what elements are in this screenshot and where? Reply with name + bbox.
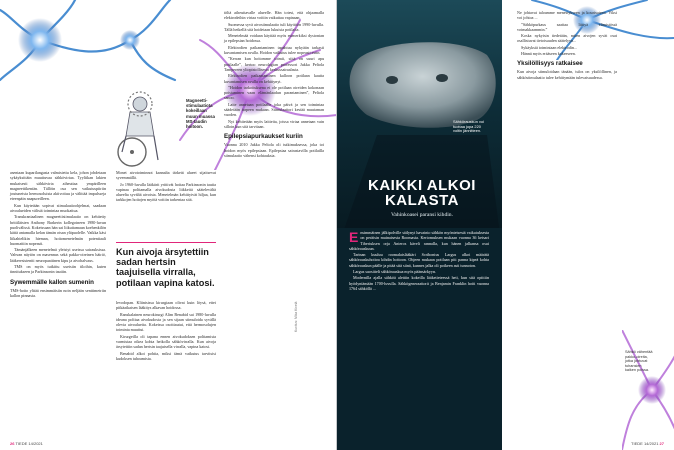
caption-line: stimulaatiota bbox=[186, 103, 213, 109]
caption-line: kokeillaan bbox=[186, 108, 207, 114]
corner-caption bbox=[625, 350, 671, 373]
paragraph: Tarinan kuuluu roomalaislääkäri Scribonius Largus alkoi määrätä sähkörauskuhoitoa kihdin hoitoon. Ohjeen mukaan potilaan piti panna kipeä kohta sähkörauskun päälle ja pitää sitä siinä, kunnes jalka oli poikeen asti tunnoton. bbox=[349, 252, 489, 268]
paragraph: TMS-hoito ylttää ensimmäisiin noin neljään senttimetriin kallon pinnasta. bbox=[10, 287, 106, 298]
paragraph: Ranskalainen neurokirurgi Alim Benabid sai 1980-luvulla ideana polttaa aivokudosta ja sen sijaan stimuloida syvällä olevia aivoalueita. Kokeissa osoittautui, että hermosolujen toiminta muuttui. bbox=[116, 311, 216, 333]
caption-line: voltin jännitteen. bbox=[453, 128, 482, 134]
paragraph: Transkraniaalinen magneettistimulaatio on kehitetty brittiläisten Anthony Barkerin kollegoineen 1980-luvun puolivälissä. Kokeissaan hän sai liikuttamaan koehenkilön kättä antamalla kelan tämän otsan yläpuolelle. Vaikka käsi liikahtelikin hieman, hoitomenetelmän potentiaali huomattiin nopeasti. bbox=[10, 214, 106, 246]
page-number: 26 bbox=[10, 441, 15, 446]
pull-quote: Kun aivoja ärsytettiin sadan hertsin taajuisella virralla, potilaan vapina katosi. bbox=[116, 242, 216, 288]
issue-number: 14/2021 bbox=[643, 441, 659, 446]
caption-line: MS-taudin bbox=[186, 118, 207, 124]
caption-line: kaiken poissa. bbox=[625, 368, 650, 373]
magazine-name: TIEDE bbox=[15, 441, 28, 446]
paragraph: Vuonna 2010 Jukka Peltola oli tutkimuksessa, joka toi hoidon myös epilepsiaan. Epilepsiaa sairastavilla potilailla stimulaatio vähensi kohtauksia. bbox=[224, 142, 324, 158]
article-column-right bbox=[517, 10, 617, 81]
paragraph: ”Sähköpurkaus saattaa liittyä elimistössä voimakkaammin.” bbox=[517, 21, 617, 32]
paragraph: TMS on myös tutkittu useisiin tiloihin, kuten tinnitukseen ja Parkinsonin tautiin. bbox=[10, 264, 106, 275]
paragraph: Laite annetaan potilaalle joka päivä ja sen toimintaa säädetään tarpeen mukaan. Stimulaattori kestää muutaman vuoden. bbox=[224, 101, 324, 118]
paragraph: Kun aivoja stimuloidaan tänään, tulos on yksilöllinen, ja sähköstimulaatio tulee kehittymään tulevaisuudessa. bbox=[517, 69, 617, 80]
neuron-illustration-bottom bbox=[622, 330, 674, 450]
caption-line: Sähkörauskun voi bbox=[453, 119, 484, 124]
paragraph: ”Hoidon tarkoituksena ei ole potilaan oireiden kokonaan poistaminen vaan elämänlaadun parantaminen”, Peltola sanoo. bbox=[224, 84, 324, 101]
article-column-1 bbox=[10, 170, 106, 299]
paragraph: Modernilla ajalla sähköä alettiin kokeilla lääketieteessä heti, kun sitä opittiin hyödyntämään 1700-luvulla. Sähkögeneraattorit ja Benjamin Franklin hoiti vuonna 1764 sähköllä ... bbox=[349, 275, 489, 291]
paragraph: töltä aiheuttavalle alueelle. Hän totesi, että ohjaamalla elektrodeihin virtaa voitiin vaikuttaa vapinaan. bbox=[224, 10, 324, 21]
caption-line: Sähkö vähentää bbox=[625, 350, 653, 354]
issue-number: 14/2021 bbox=[28, 441, 43, 446]
photo-caption bbox=[453, 120, 499, 134]
article-column-2 bbox=[116, 170, 216, 204]
paragraph: Sykäyksiä toimintaan elektrodin... bbox=[521, 44, 578, 50]
paragraph: Suomessa syvä aivostimulaatio tuli käyttöön 1990-luvulla. Tällä hetkellä sitä hoidetaan lukuisia potilaita. bbox=[224, 21, 324, 32]
section-heading: Epilepsiapurkaukset kuriin bbox=[224, 133, 303, 141]
article-column-3 bbox=[224, 10, 324, 159]
paragraph: Elektrodien paikantaminen kalloon potilaan kautta kuvantamisen avulla on kehittynyt. bbox=[224, 73, 324, 84]
patient-illustration bbox=[100, 90, 180, 170]
paragraph: Tämänjälkeen menetelmä yleistyi useissa sairauksissa. Vahvan näytön on masennus sekä pakko-oireinen häiriö, lääkeresistentti neuropaattinen kipu ja aivohalvaus. bbox=[10, 247, 106, 263]
magazine-name: TIEDE bbox=[631, 441, 643, 446]
section-heading: Sywemmälle kallon sumenin bbox=[10, 278, 94, 286]
paragraph: levodopan. Kliinisissa kirurgiaan olivat kuin löysä, ettei pitkäaikaisen lääkitys alkavan hoidossa. bbox=[116, 300, 216, 311]
paragraph: Kirurgeilla oli tapana ennen aivokudoksen polttamista varmistaa oikea kohta heikolla sähkövirralla. Kun aivoja ärsytettiin sadan hertsin taajuisella virralla, vapina katosi. bbox=[116, 333, 216, 350]
paragraph: Koska nykyisin tiedetään, miten aivojen syvät osat osallistuvat tietoisuuden säätelyyn... bbox=[517, 33, 617, 44]
caption-line: Magneetti- bbox=[186, 98, 208, 103]
caption-line: jotka johtuvat bbox=[625, 359, 648, 364]
paragraph: asentaan kuparilangasta valmistettu kela, johon johdetaan sykäyksittäin muuttuvaa sähkövirtaa. Tyyliikan lakien mukaisesti sähkövirta aiheuttaa ympärilleen magneettikentän. Tällöin osa sen vaikutuspiiriin joutuneista hermosoluista aktivoituu ja välittää impulsseja eteenpäin naapureilleen. bbox=[10, 170, 106, 202]
paragraph: Benabid alkoi pohtia, miksi tämä vaikutus tarvitsisi kudoksen tuhoamista. bbox=[116, 350, 216, 361]
paragraph: Largus suositteli sähkörauskua myös päänsärkyyn. bbox=[353, 269, 437, 275]
paragraph: Elektrodien paikantaminen tapahtuu nykyään tarkasti kuvantamisen avulla. Hoidon vaikutus tulee nopeasti esiin. bbox=[224, 44, 324, 56]
caption-line: muun muassa bbox=[186, 113, 215, 119]
caption-line: pakko-oireita, bbox=[625, 354, 648, 359]
page-number: 27 bbox=[659, 441, 664, 446]
paragraph: ”Kerran kun hoitomme toimii, siitä on suuri apu potilaalle”, kertoo neurologian professori Jukka Peltola Tampereen yliopistollisesta keskussairaalasta. bbox=[224, 56, 324, 72]
caption-line: tuhansien bbox=[625, 363, 642, 368]
intro-text: nsimmäinen jälkipolville säilynyt havainto sähkön myönteisestä vaikutuksesta on peräisin muinaisesta Roomasta. Kertomuksen mukaan vuonna 36 keisari Tiberiuksen orja Anteros käveli rannalla, kun hänen jalkansa osui sähkörauskuun. bbox=[349, 230, 489, 251]
paragraph: Jo 1960-luvulla lääkärit yrittivät hoitaa Parkinsonin tautia vapinaa polttamalla aivokudosta liikkeitä säätelevältä alueelta syvältä aivoista. Menetelmän kehittyivät hiljaa, kun tarkkojen hoitojen myötä voitiin tarkentaa sitä. bbox=[116, 181, 216, 203]
page-footer-right bbox=[631, 441, 664, 446]
paragraph: Ne johtavat taloamme menestykseen ja kourisuteen. Viksi voi johtoa ... bbox=[517, 10, 617, 21]
right-page bbox=[337, 0, 674, 450]
paragraph: Kun käytetään sopivat stimulaatioohjelmat, saadaan aivoalueiden välistä toimintaa muokattua. bbox=[10, 202, 106, 214]
paragraph: Monet aivotoiminnot kannalta tärkeät alueet sijaitsevat syvemmällä. bbox=[116, 170, 216, 181]
article-column-2b bbox=[116, 300, 216, 362]
article-subheadline: Vahinkoasei paransi kihdin. bbox=[391, 212, 453, 218]
headline-line: KALASTA bbox=[384, 192, 460, 209]
headline-line: KAIKKI ALKOI bbox=[368, 177, 476, 194]
page-footer-left bbox=[10, 441, 43, 446]
paragraph: Menetelmää voidaan käyttää myös esimerkiksi dystonian ja epilepsian hoidossa. bbox=[224, 33, 324, 44]
drop-cap: E bbox=[349, 229, 359, 245]
caption-line: tuottaa jopa 220 bbox=[453, 123, 481, 129]
intro-column bbox=[349, 230, 489, 292]
photo-credit: Kuvitus: Mika Kivelä bbox=[294, 301, 298, 332]
paragraph: Nyt kehitetään myös laitteita, joissa virtaa annetaan vain silloin kun sitä tarvitaan. bbox=[224, 118, 324, 129]
article-headline bbox=[347, 178, 497, 208]
caption-line: hoitoon. bbox=[186, 124, 203, 130]
paragraph: Hännä myös erääseen kokeeseen. bbox=[521, 51, 576, 57]
intro-paragraph bbox=[349, 230, 489, 251]
section-heading: Yksilöllisyys ratkaisee bbox=[517, 60, 583, 68]
